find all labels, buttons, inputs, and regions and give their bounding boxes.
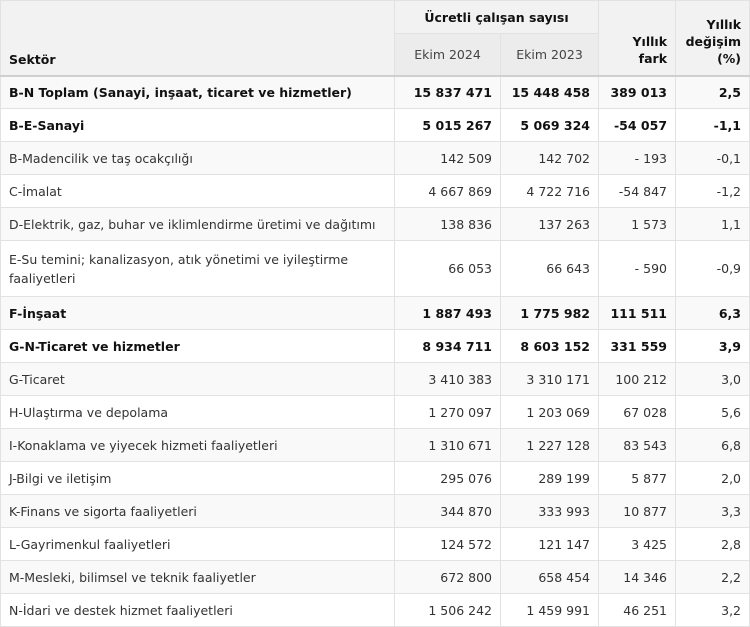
value-2024-cell: 1 506 242 bbox=[395, 594, 501, 627]
sector-cell: L-Gayrimenkul faaliyetleri bbox=[1, 528, 395, 561]
value-2023-cell: 1 203 069 bbox=[501, 396, 599, 429]
value-2023-cell: 15 448 458 bbox=[501, 76, 599, 109]
annual-change-cell: 1,1 bbox=[676, 208, 750, 241]
value-2023-cell: 658 454 bbox=[501, 561, 599, 594]
value-2024-cell: 1 270 097 bbox=[395, 396, 501, 429]
annual-change-header-line3: (%) bbox=[717, 50, 742, 66]
value-2023-cell: 137 263 bbox=[501, 208, 599, 241]
table-row bbox=[1, 561, 750, 594]
sector-cell: K-Finans ve sigorta faaliyetleri bbox=[1, 495, 395, 528]
sector-cell: C-İmalat bbox=[1, 175, 395, 208]
sector-cell: D-Elektrik, gaz, buhar ve iklimlendirme üretimi ve dağıtımı bbox=[1, 208, 395, 241]
annual-difference-cell: 10 877 bbox=[599, 495, 676, 528]
annual-difference-header-line2: fark bbox=[638, 50, 668, 66]
sector-cell: I-Konaklama ve yiyecek hizmeti faaliyetleri bbox=[1, 429, 395, 462]
table-row bbox=[1, 429, 750, 462]
year-2024-header: Ekim 2024 bbox=[395, 34, 501, 76]
annual-change-cell: 3,2 bbox=[676, 594, 750, 627]
table-row bbox=[1, 175, 750, 208]
annual-change-cell: 6,8 bbox=[676, 429, 750, 462]
sector-cell: N-İdari ve destek hizmet faaliyetleri bbox=[1, 594, 395, 627]
value-2024-cell: 8 934 711 bbox=[395, 330, 501, 363]
value-2024-cell: 142 509 bbox=[395, 142, 501, 175]
sector-cell: G-N-Ticaret ve hizmetler bbox=[1, 330, 395, 363]
annual-change-cell: -1,1 bbox=[676, 109, 750, 142]
annual-change-cell: -1,2 bbox=[676, 175, 750, 208]
value-2023-cell: 3 310 171 bbox=[501, 363, 599, 396]
sector-column-header: Sektör bbox=[1, 1, 395, 76]
value-2024-cell: 15 837 471 bbox=[395, 76, 501, 109]
table-row bbox=[1, 528, 750, 561]
sector-cell: J-Bilgi ve iletişim bbox=[1, 462, 395, 495]
annual-change-cell: -0,9 bbox=[676, 241, 750, 297]
annual-change-header bbox=[676, 1, 750, 76]
annual-difference-cell: 14 346 bbox=[599, 561, 676, 594]
annual-difference-cell: -54 057 bbox=[599, 109, 676, 142]
table-header bbox=[1, 1, 750, 76]
annual-difference-cell: 389 013 bbox=[599, 76, 676, 109]
annual-change-cell: 2,2 bbox=[676, 561, 750, 594]
annual-difference-cell: 111 511 bbox=[599, 297, 676, 330]
sector-cell: B-N Toplam (Sanayi, inşaat, ticaret ve hizmetler) bbox=[1, 76, 395, 109]
value-2024-cell: 66 053 bbox=[395, 241, 501, 297]
value-2024-cell: 672 800 bbox=[395, 561, 501, 594]
annual-change-header-line1: Yıllık bbox=[706, 16, 742, 32]
table-row bbox=[1, 76, 750, 109]
table-row bbox=[1, 594, 750, 627]
table-row bbox=[1, 363, 750, 396]
value-2023-cell: 142 702 bbox=[501, 142, 599, 175]
table-row bbox=[1, 495, 750, 528]
annual-change-cell: 5,6 bbox=[676, 396, 750, 429]
annual-change-cell: 3,3 bbox=[676, 495, 750, 528]
table-row bbox=[1, 142, 750, 175]
sector-cell: B-E-Sanayi bbox=[1, 109, 395, 142]
table-row bbox=[1, 330, 750, 363]
sector-cell: M-Mesleki, bilimsel ve teknik faaliyetler bbox=[1, 561, 395, 594]
value-2024-cell: 344 870 bbox=[395, 495, 501, 528]
annual-change-cell: -0,1 bbox=[676, 142, 750, 175]
sector-cell: H-Ulaştırma ve depolama bbox=[1, 396, 395, 429]
annual-change-header-line2: değişim bbox=[685, 33, 742, 49]
sector-cell: E-Su temini; kanalizasyon, atık yönetimi ve iyileştirme faaliyetleri bbox=[1, 241, 395, 297]
value-2023-cell: 66 643 bbox=[501, 241, 599, 297]
value-2024-cell: 5 015 267 bbox=[395, 109, 501, 142]
annual-change-cell: 3,9 bbox=[676, 330, 750, 363]
value-2023-cell: 1 459 991 bbox=[501, 594, 599, 627]
annual-difference-cell: 5 877 bbox=[599, 462, 676, 495]
annual-difference-cell: 67 028 bbox=[599, 396, 676, 429]
value-2024-cell: 295 076 bbox=[395, 462, 501, 495]
value-2024-cell: 138 836 bbox=[395, 208, 501, 241]
value-2023-cell: 1 775 982 bbox=[501, 297, 599, 330]
table-row bbox=[1, 109, 750, 142]
value-2024-cell: 1 887 493 bbox=[395, 297, 501, 330]
annual-change-cell: 3,0 bbox=[676, 363, 750, 396]
year-2023-header: Ekim 2023 bbox=[501, 34, 599, 76]
value-2024-cell: 124 572 bbox=[395, 528, 501, 561]
value-2023-cell: 121 147 bbox=[501, 528, 599, 561]
table-row bbox=[1, 396, 750, 429]
value-2024-cell: 1 310 671 bbox=[395, 429, 501, 462]
table-row bbox=[1, 241, 750, 297]
annual-difference-cell: 3 425 bbox=[599, 528, 676, 561]
sector-cell: B-Madencilik ve taş ocakçılığı bbox=[1, 142, 395, 175]
annual-difference-cell: 46 251 bbox=[599, 594, 676, 627]
table-row bbox=[1, 297, 750, 330]
table-row bbox=[1, 462, 750, 495]
sector-cell: G-Ticaret bbox=[1, 363, 395, 396]
value-2024-cell: 4 667 869 bbox=[395, 175, 501, 208]
annual-difference-cell: 1 573 bbox=[599, 208, 676, 241]
annual-difference-cell: - 193 bbox=[599, 142, 676, 175]
table-row bbox=[1, 208, 750, 241]
annual-difference-cell: -54 847 bbox=[599, 175, 676, 208]
value-2023-cell: 8 603 152 bbox=[501, 330, 599, 363]
paid-employees-group-header: Ücretli çalışan sayısı bbox=[395, 1, 599, 34]
annual-change-cell: 2,5 bbox=[676, 76, 750, 109]
annual-difference-header-line1: Yıllık bbox=[632, 33, 668, 49]
annual-difference-cell: - 590 bbox=[599, 241, 676, 297]
value-2023-cell: 333 993 bbox=[501, 495, 599, 528]
sector-cell: F-İnşaat bbox=[1, 297, 395, 330]
annual-change-cell: 6,3 bbox=[676, 297, 750, 330]
annual-difference-header bbox=[599, 1, 676, 76]
annual-difference-cell: 83 543 bbox=[599, 429, 676, 462]
value-2024-cell: 3 410 383 bbox=[395, 363, 501, 396]
value-2023-cell: 289 199 bbox=[501, 462, 599, 495]
annual-difference-cell: 331 559 bbox=[599, 330, 676, 363]
annual-change-cell: 2,8 bbox=[676, 528, 750, 561]
annual-difference-cell: 100 212 bbox=[599, 363, 676, 396]
annual-change-cell: 2,0 bbox=[676, 462, 750, 495]
value-2023-cell: 5 069 324 bbox=[501, 109, 599, 142]
value-2023-cell: 1 227 128 bbox=[501, 429, 599, 462]
table-body bbox=[1, 76, 750, 627]
value-2023-cell: 4 722 716 bbox=[501, 175, 599, 208]
